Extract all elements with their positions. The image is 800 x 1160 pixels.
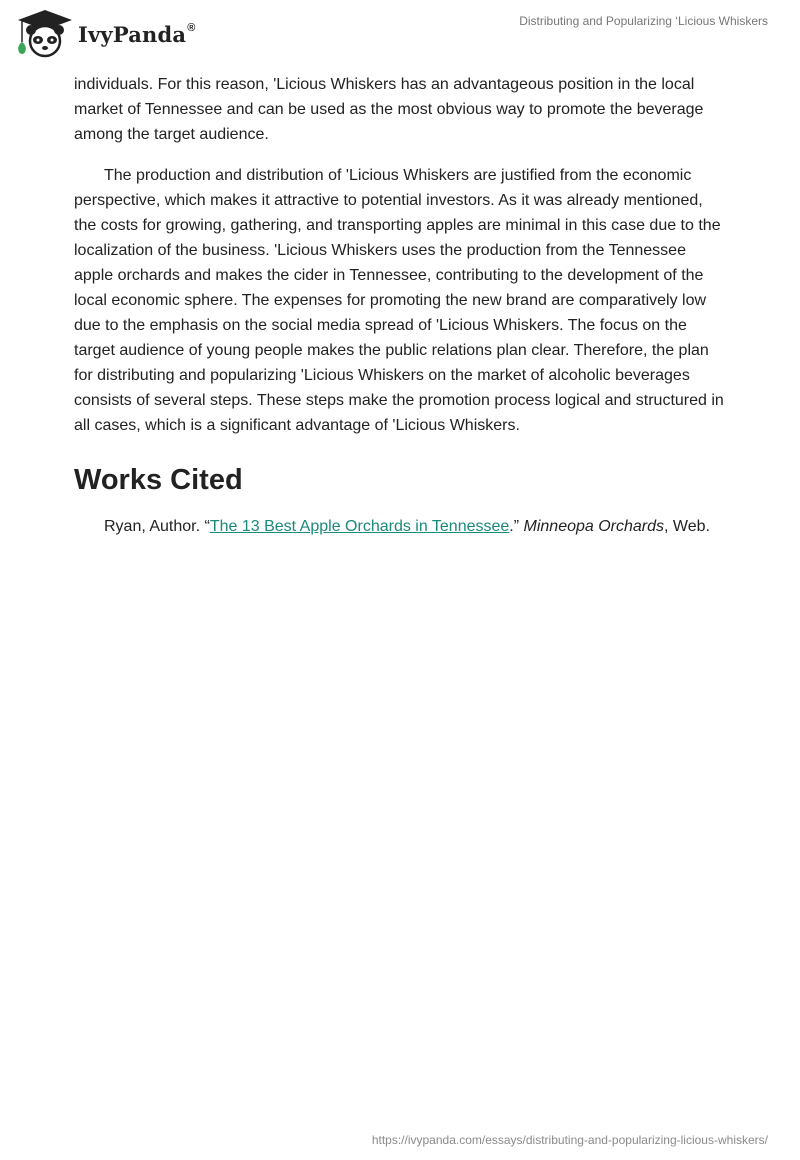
- works-cited-heading: Works Cited: [74, 464, 243, 496]
- brand-name: IvyPanda®: [78, 21, 196, 47]
- essay-body: [74, 72, 728, 539]
- paragraph-continuation: individuals. For this reason, 'Licious Whiskers has an advantageous position in the local market of Tennessee and can be used as the most obvious way to promote the beverage among the target audience.: [74, 76, 704, 143]
- citation-tail: , Web.: [664, 518, 710, 535]
- footer-url[interactable]: https://ivypanda.com/essays/distributing-and-popularizing-licious-whiskers/: [371, 1133, 768, 1147]
- citation-after-link: .”: [509, 518, 524, 535]
- registered-mark: ®: [187, 21, 196, 34]
- panda-graduate-icon: [14, 8, 76, 58]
- paragraph-conclusion: The production and distribution of 'Licious Whiskers are justified from the economic perspective, which makes it attractive to potential investors. As it was already mentioned, the costs for growing, gathering, and transporting apples are minimal in this case due to the localization of the business. 'Licious Whiskers uses the production from the Tennessee apple orchards and makes the cider in Tennessee, contributing to the development of the local economic sphere. The expenses for promoting the new brand are comparatively low due to the emphasis on the social media spread of 'Licious Whiskers. The focus on the target audience of young people makes the public relations plan clear. Therefore, the plan for distributing and popularizing 'Licious Whiskers on the market of alcoholic beverages consists of several steps. These steps make the promotion process logical and structured in all cases, which is a significant advantage of 'Licious Whiskers.: [74, 167, 724, 434]
- citation-entry: [74, 514, 728, 539]
- running-title: Distributing and Popularizing ‘Licious Whiskers: [519, 14, 768, 28]
- citation-link[interactable]: The 13 Best Apple Orchards in Tennessee: [209, 518, 510, 535]
- citation-author: Ryan, Author. “: [104, 518, 210, 535]
- ivypanda-logo[interactable]: [14, 8, 196, 58]
- citation-publication: Minneopa Orchards: [523, 518, 665, 535]
